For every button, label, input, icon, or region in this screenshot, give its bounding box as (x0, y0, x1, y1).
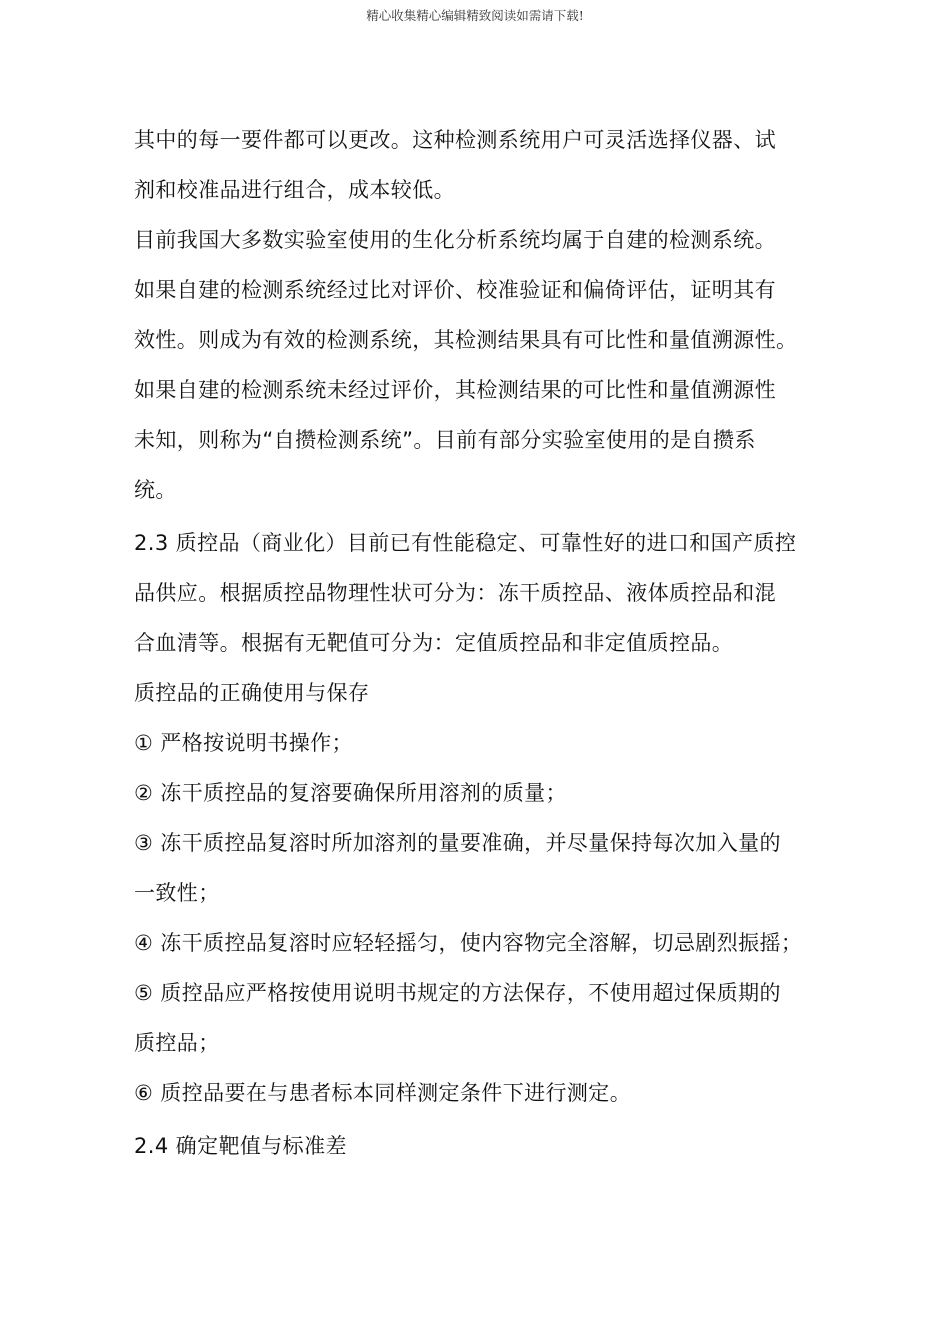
section-heading-2-3: 2.3 质控品（商业化）目前已有性能稳定、可靠性好的进口和国产质控 (134, 531, 797, 555)
list-item: ⑥ 质控品要在与患者标本同样测定条件下进行测定。 (134, 1081, 632, 1105)
text-line: 目前我国大多数实验室使用的生化分析系统均属于自建的检测系统。 (134, 228, 776, 252)
text-line: 合血清等。根据有无靶值可分为：定值质控品和非定值质控品。 (134, 631, 734, 655)
text-line: 剂和校准品进行组合，成本较低。 (134, 178, 455, 202)
page-header: 精心收集精心编辑精致阅读如需请下载! (366, 8, 584, 23)
subheading: 质控品的正确使用与保存 (134, 681, 370, 705)
list-item: ③ 冻干质控品复溶时所加溶剂的量要准确，并尽量保持每次加入量的 (134, 831, 781, 855)
text-line: 品供应。根据质控品物理性状可分为：冻干质控品、液体质控品和混 (134, 581, 776, 605)
text-line: 统。 (134, 478, 177, 502)
list-item: ② 冻干质控品的复溶要确保所用溶剂的质量； (134, 781, 567, 805)
text-line: 未知，则称为“自攒检测系统”。目前有部分实验室使用的是自攒系 (134, 428, 756, 452)
text-line: 如果自建的检测系统经过比对评价、校准验证和偏倚评估，证明其有 (134, 278, 776, 302)
list-item: ⑤ 质控品应严格按使用说明书规定的方法保存，不使用超过保质期的 (134, 981, 781, 1005)
text-line: 效性。则成为有效的检测系统，其检测结果具有可比性和量值溯源性。 (134, 328, 798, 352)
document-body (134, 115, 834, 1171)
list-item: ④ 冻干质控品复溶时应轻轻摇匀，使内容物完全溶解，切忌剧烈振摇； (134, 931, 803, 955)
text-line: 如果自建的检测系统未经过评价，其检测结果的可比性和量值溯源性 (134, 378, 776, 402)
list-item-continuation: 一致性； (134, 881, 220, 905)
text-line: 其中的每一要件都可以更改。这种检测系统用户可灵活选择仪器、试 (134, 128, 776, 152)
list-item-continuation: 质控品； (134, 1031, 220, 1055)
list-item: ① 严格按说明书操作； (134, 731, 353, 755)
section-heading-2-4: 2.4 确定靶值与标准差 (134, 1134, 347, 1158)
